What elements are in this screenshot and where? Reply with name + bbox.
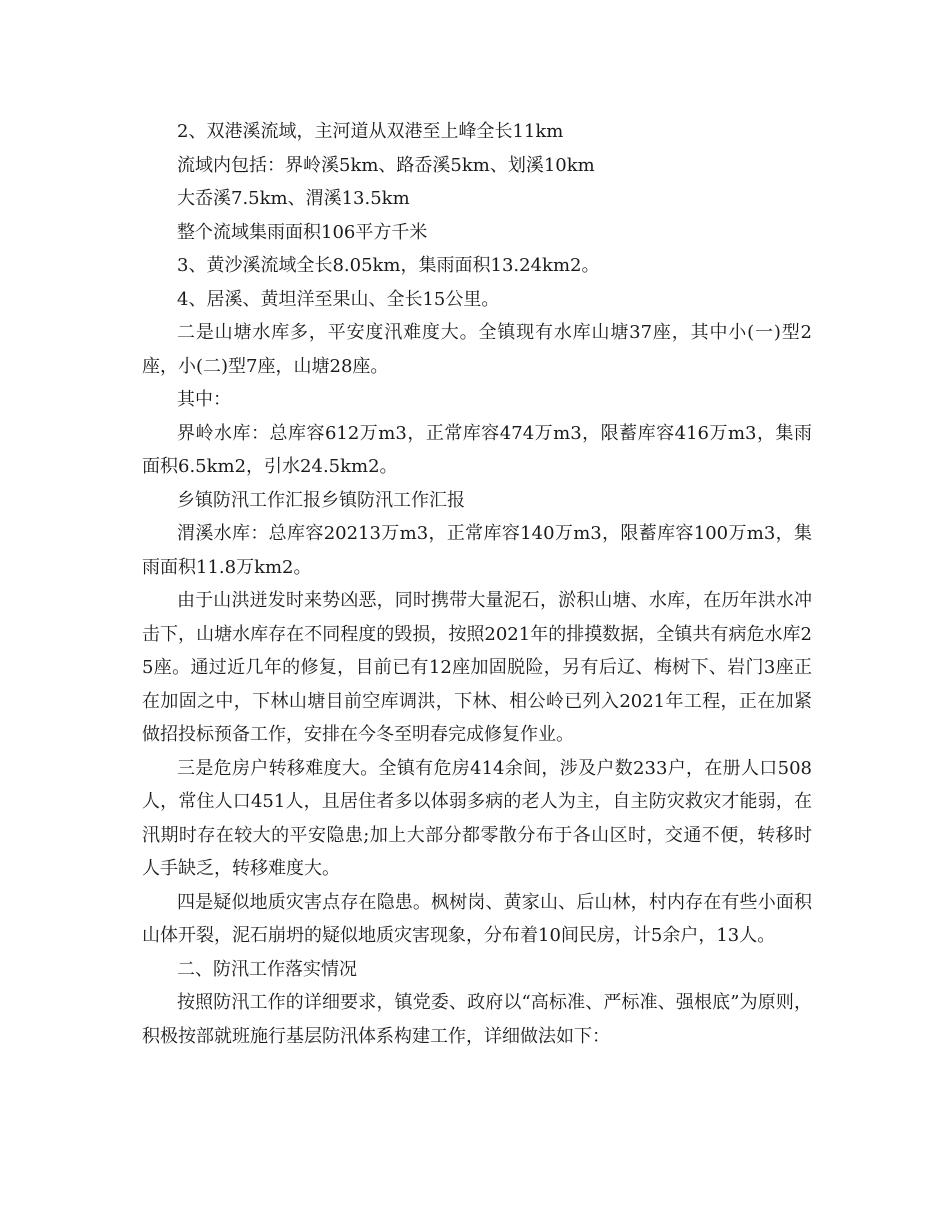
paragraph-huangsha-basin: 3、黄沙溪流域全长8.05km，集雨面积13.24km2。: [177, 255, 600, 276]
paragraph-geological-hazards: 四是疑似地质灾害点存在隐患。枫树岗、黄家山、后山林，村内存在有些小面积山体开裂，泥石崩坍的疑似地质灾害现象，分布着10间民房，计5余户，13人。: [142, 891, 812, 946]
paragraph-basin-tributaries: 流域内包括：界岭溪5km、路岙溪5km、划溪10km: [177, 154, 595, 176]
paragraph-daao-weixi: 大岙溪7.5km、渭溪13.5km: [177, 188, 410, 209]
paragraph-report-title: 乡镇防汛工作汇报乡镇防汛工作汇报: [177, 489, 465, 511]
paragraph-reservoir-damage: 由于山洪迸发时来势凶恶，同时携带大量泥石，淤积山塘、水库，在历年洪水冲击下，山塘水库存在不同程度的毁损，按照2021年的排摸数据，全镇共有病危水库25座。通过近几年的修复，目前已有12座加固脱险，另有后辽、梅树下、岩门3座正在加固之中，下林山塘目前空库调洪，下林、相公岭已列入2021年工程，正在加紧做招投标预备工作，安排在今冬至明春完成修复作业。: [142, 590, 812, 745]
paragraph-reservoirs-overview: 二是山塘水库多，平安度汛难度大。全镇现有水库山塘37座，其中小(一)型2座，小(二)型7座，山塘28座。: [142, 322, 812, 377]
paragraph-weixi-reservoir: 渭溪水库：总库容20213万m3，正常库容140万m3，限蓄库容100万m3，集雨面积11.8万km2。: [142, 523, 812, 578]
section-heading-implementation: 二、防汛工作落实情况: [177, 958, 357, 980]
paragraph-juxi: 4、居溪、黄坦洋至果山、全长15公里。: [177, 288, 500, 310]
paragraph-shuanggang-basin: 2、双港溪流域，主河道从双港至上峰全长11km: [177, 121, 564, 142]
paragraph-dangerous-houses: 三是危房户转移难度大。全镇有危房414余间，涉及户数233户，在册人口508人，常住人口451人，且居住者多以体弱多病的老人为主，自主防灾救灾才能弱，在汛期时存在较大的平安隐患;加上大部分都零散分布于各山区时，交通不便，转移时人手缺乏，转移难度大。: [142, 757, 812, 879]
paragraph-catchment-area: 整个流域集雨面积106平方千米: [177, 221, 428, 243]
paragraph-jieling-reservoir: 界岭水库：总库容612万m3，正常库容474万m3，限蓄库容416万m3，集雨面积6.5km2，引水24.5km2。: [142, 422, 812, 477]
paragraph-among-them: 其中：: [177, 389, 231, 410]
paragraph-implementation-intro: 按照防汛工作的详细要求，镇党委、政府以“高标准、严标准、强根底”为原则，积极按部就班施行基层防汛体系构建工作，详细做法如下：: [142, 992, 812, 1047]
document-body: [142, 115, 812, 1053]
